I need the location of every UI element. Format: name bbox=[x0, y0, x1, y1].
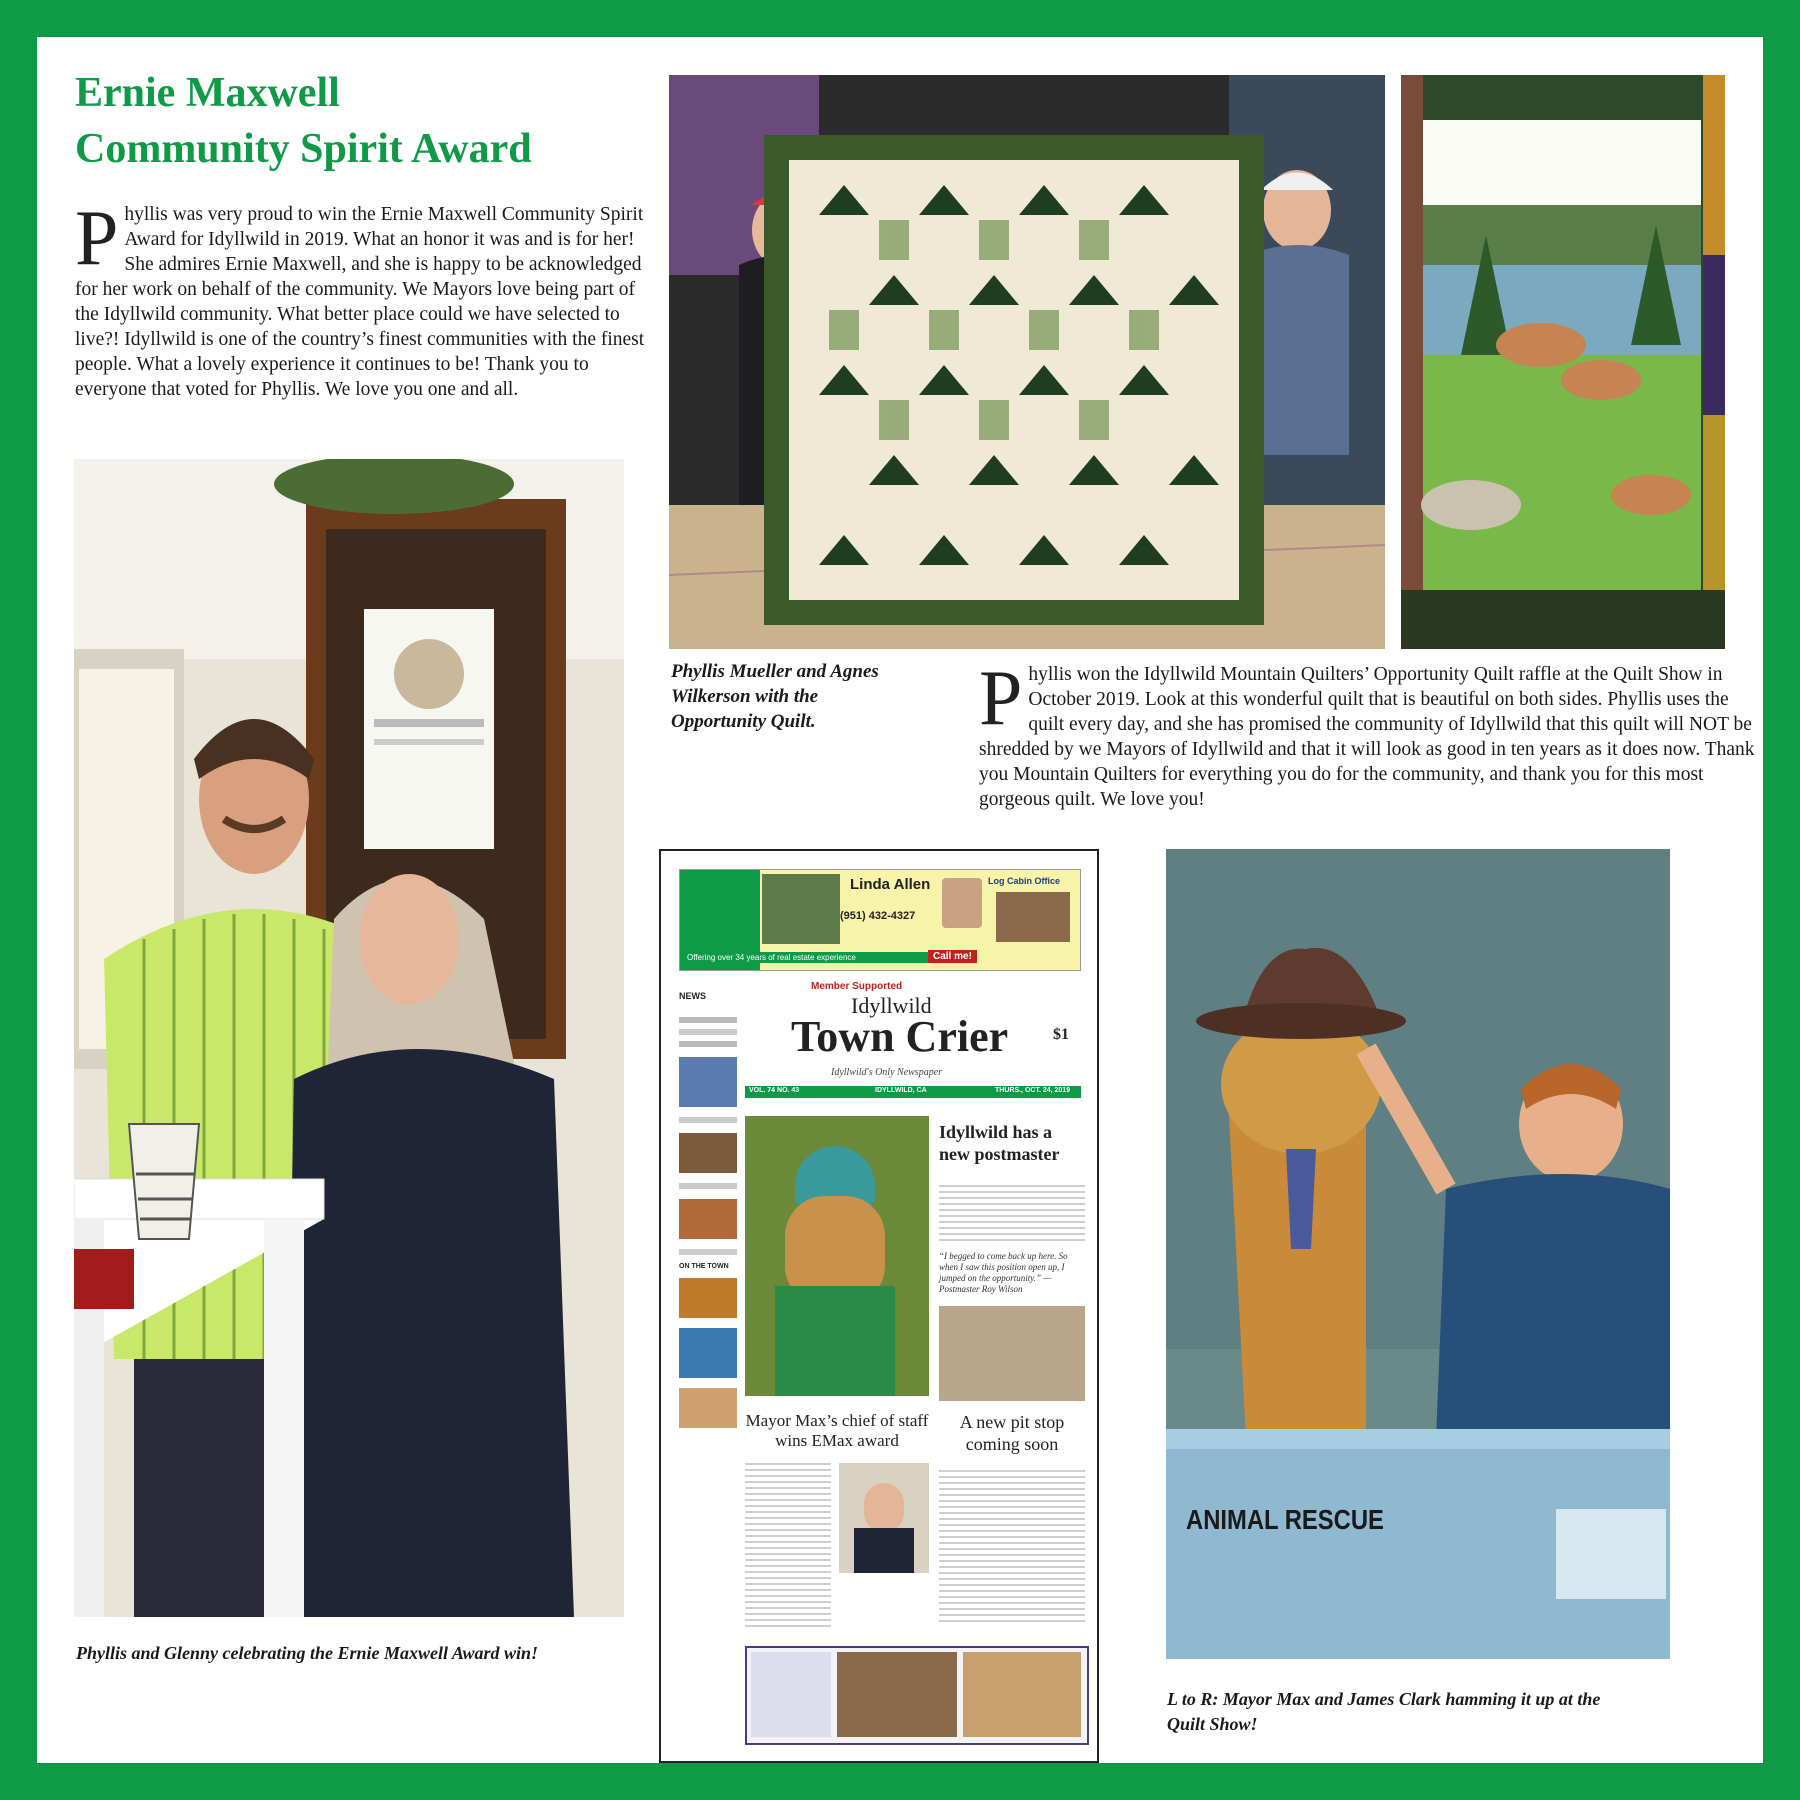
headline-pit-stop: A new pit stop coming soon bbox=[959, 1412, 1065, 1454]
dog-photo bbox=[1166, 849, 1670, 1659]
ad-name: Linda Allen bbox=[850, 876, 931, 893]
on-the-town-label: ON THE TOWN bbox=[679, 1263, 729, 1270]
newspaper-front-page bbox=[659, 849, 1099, 1763]
celebration-photo bbox=[74, 459, 624, 1617]
dog-photo-image bbox=[1166, 849, 1670, 1659]
pull-quote: “I begged to come back up here. So when I saw this position open up, I jumped on the opportunity.” — Postmaster Roy Wilson bbox=[939, 1251, 1068, 1294]
date: THURS., OCT. 24, 2019 bbox=[995, 1087, 1071, 1094]
bottom-ad bbox=[745, 1646, 1089, 1745]
ad-phone: (951) 432-4327 bbox=[840, 910, 916, 922]
masthead-title: Town Crier bbox=[791, 1012, 1009, 1061]
tagline: Idyllwild's Only Newspaper bbox=[831, 1067, 943, 1078]
news-sidebar bbox=[679, 1011, 737, 1711]
page bbox=[37, 37, 1763, 1763]
celebration-photo-image bbox=[74, 459, 624, 1617]
ad-call: Call me! bbox=[928, 950, 977, 963]
ad-office: Log Cabin Office bbox=[988, 876, 1060, 886]
article-text-1 bbox=[939, 1181, 1085, 1241]
dog-caption: L to R: Mayor Max and James Clark hamming it up at the Quilt Show! bbox=[1167, 1689, 1601, 1734]
title-line-2: Community Spirit Award bbox=[75, 126, 532, 172]
masthead-top: Idyllwild bbox=[851, 993, 932, 1018]
dateline-bar bbox=[745, 1086, 1081, 1098]
animal-rescue-text: ANIMAL RESCUE bbox=[1186, 1504, 1384, 1535]
article-text-2 bbox=[745, 1459, 831, 1629]
quilt-paragraph-text: hyllis won the Idyllwild Mountain Quilters’ Opportunity Quilt raffle at the Quilt Show in October 2019. Look at this wonderful quilt that is beautiful on both sides. Phyllis uses the quilt every day, and she has promised the community of Idyllwild that this quilt will NOT be shredded by we Mayors of Idyllwild and that it will look as good in ten years as it does now. Thank you Mountain Quilters for everything you do for the community, and thank you for this most gorgeous quilt. We love you! bbox=[979, 664, 1755, 810]
quilt-photo-image bbox=[669, 75, 1385, 649]
quilt-photo bbox=[669, 75, 1385, 649]
quilt-paragraph bbox=[979, 654, 1759, 812]
postmaster-photo bbox=[939, 1306, 1085, 1401]
news-section-label: NEWS bbox=[679, 991, 706, 1001]
ad-footer: Offering over 34 years of real estate experience bbox=[684, 952, 930, 963]
dropcap: P bbox=[979, 654, 1023, 741]
vol: VOL. 74 NO. 43 bbox=[749, 1087, 800, 1094]
price: $1 bbox=[1053, 1026, 1069, 1043]
title-line-1: Ernie Maxwell bbox=[75, 70, 340, 116]
celebration-caption: Phyllis and Glenny celebrating the Ernie Maxwell Award win! bbox=[76, 1643, 539, 1663]
page-title bbox=[75, 65, 635, 177]
award-paragraph bbox=[75, 194, 655, 402]
quilt-back-photo-image bbox=[1401, 75, 1725, 649]
award-paragraph-text: hyllis was very proud to win the Ernie Maxwell Community Spirit Award for Idyllwild in 2019. What an honor it was and is for her! She admires Ernie Maxwell, and she is happy to be acknowledged for her work on behalf of the community. We Mayors love being part of the Idyllwild community. What better place could we have selected to live?! Idyllwild is one of the country’s finest communities with the finest people. What a lovely experience it continues to be! Thank you to everyone that voted for Phyllis. We love you one and all. bbox=[75, 204, 645, 400]
quilt-back-photo bbox=[1401, 75, 1725, 649]
emax-photo bbox=[839, 1463, 929, 1573]
article-text-3 bbox=[939, 1466, 1085, 1626]
news-dog-photo bbox=[745, 1116, 929, 1396]
member-supported: Member Supported bbox=[811, 981, 903, 992]
newspaper-ad bbox=[679, 869, 1081, 971]
quilt-caption: Phyllis Mueller and Agnes Wilkerson with the Opportunity Quilt. bbox=[671, 661, 879, 732]
headline-emax: Mayor Max’s chief of staff wins EMax award bbox=[745, 1411, 929, 1450]
headline-postmaster: Idyllwild has a new postmaster bbox=[939, 1122, 1060, 1164]
place: IDYLLWILD, CA bbox=[875, 1087, 927, 1094]
dropcap: P bbox=[75, 194, 119, 281]
